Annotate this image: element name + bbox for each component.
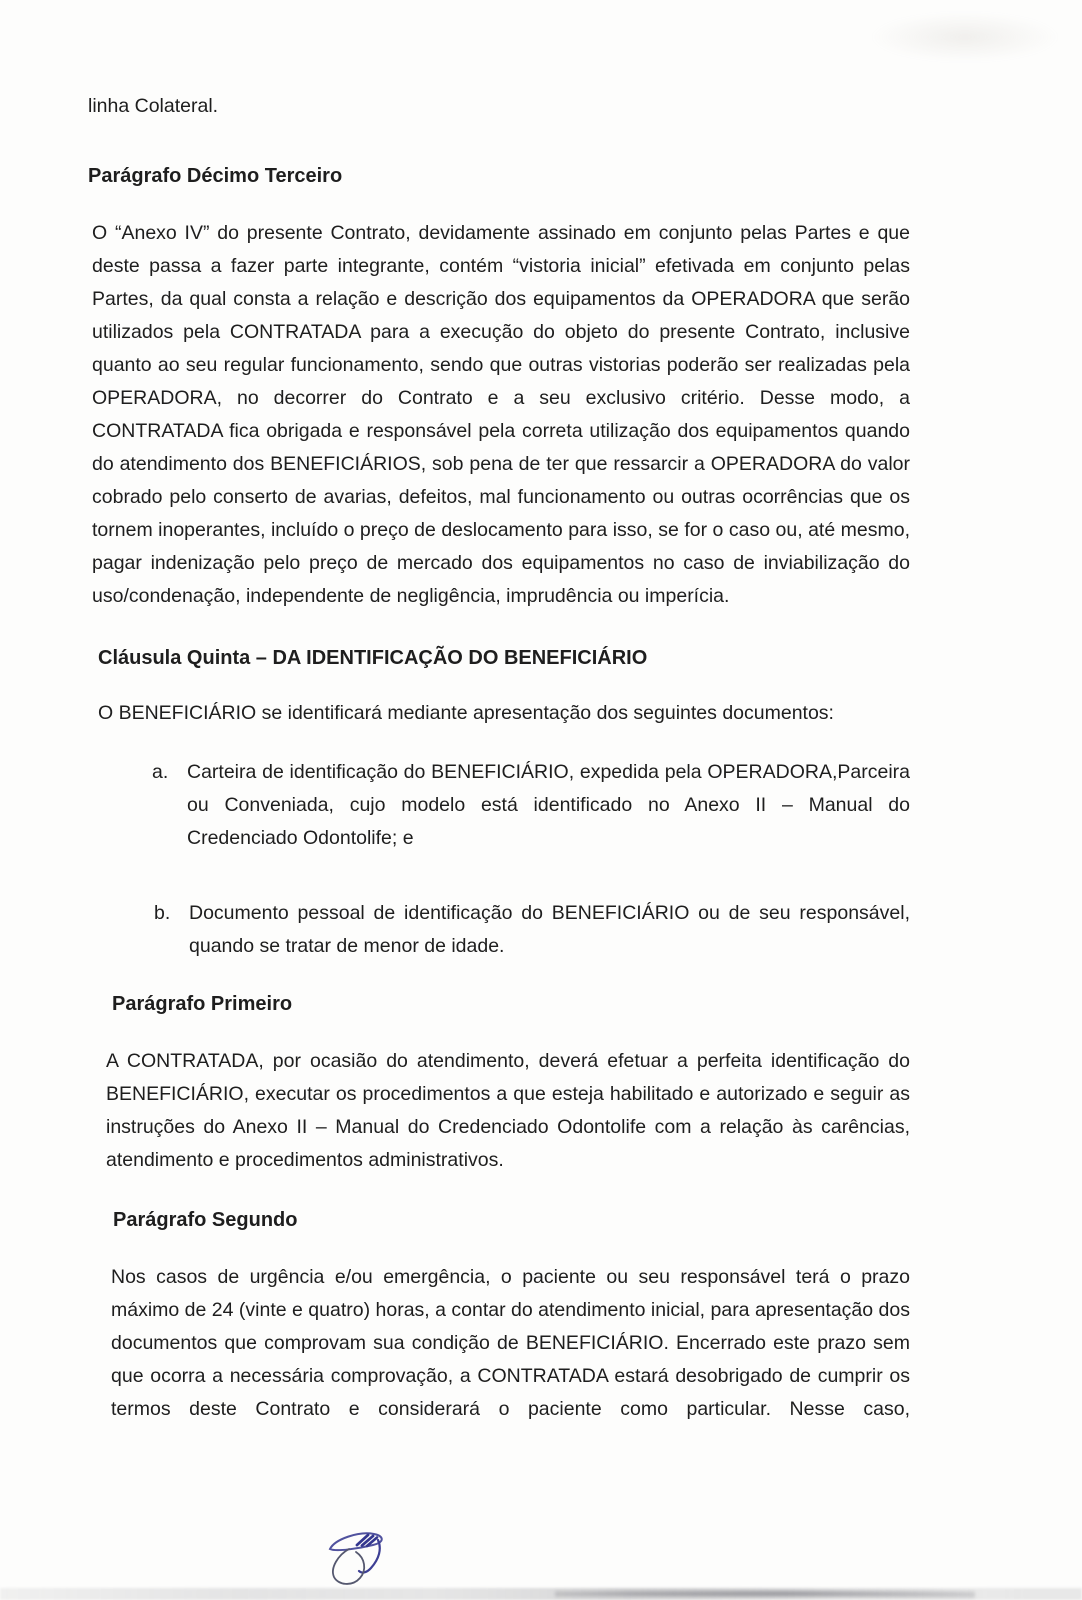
paragraph-primeiro-body: A CONTRATADA, por ocasião do atendimento, deverá efetuar a perfeita identificação do BENEFICIÁRIO, executar os procedimentos a que esteja habilitado e autorizado e seguir as instruções do Anexo II – Manual do Credenciado Odontolife com a relação às carências, atendimento e procedimentos administrativos. xyxy=(106,1050,910,1171)
list-item-a-text: Carteira de identificação do BENEFICIÁRIO, expedida pela OPERADORA,Parceira ou Conveniada, cujo modelo está identificado no Anexo II – Manual do Credenciado Odontolife; e xyxy=(187,761,910,849)
signature-ink-icon xyxy=(321,1524,393,1588)
paragraph-fragment: linha Colateral. xyxy=(88,95,219,117)
document-content xyxy=(88,90,910,1426)
list-marker-b: b. xyxy=(154,902,171,924)
scan-artifact-bottom-smudge xyxy=(555,1589,975,1599)
scan-smudge-top-right xyxy=(870,12,1060,62)
list-item-b xyxy=(154,897,910,963)
list-item-b-text: Documento pessoal de identificação do BENEFICIÁRIO ou de seu responsável, quando se tratar de menor de idade. xyxy=(189,902,910,957)
heading-paragrafo-segundo: Parágrafo Segundo xyxy=(113,1209,298,1231)
heading-clausula-quinta: Cláusula Quinta – DA IDENTIFICAÇÃO DO BENEFICIÁRIO xyxy=(98,647,648,669)
list-marker-a: a. xyxy=(152,761,169,783)
paragraph-segundo-body: Nos casos de urgência e/ou emergência, o paciente ou seu responsável terá o prazo máximo de 24 (vinte e quatro) horas, a contar do atendimento inicial, para apresentação dos documentos que comprovam sua condição de BENEFICIÁRIO. Encerrado este prazo sem que ocorra a necessária comprovação, a CONTRATADA estará desobrigado de cumprir os termos deste Contrato e considerará o paciente como particular. Nesse caso, xyxy=(111,1266,910,1420)
paragraph-clausula-quinta-intro: O BENEFICIÁRIO se identificará mediante apresentação dos seguintes documentos: xyxy=(98,702,834,724)
list-item-a xyxy=(152,756,910,855)
heading-paragrafo-decimo-terceiro: Parágrafo Décimo Terceiro xyxy=(88,165,343,187)
heading-paragrafo-primeiro: Parágrafo Primeiro xyxy=(112,993,293,1015)
paragraph-decimo-terceiro-body: O “Anexo IV” do presente Contrato, devidamente assinado em conjunto pelas Partes e que deste passa a fazer parte integrante, contém “vistoria inicial” efetivada em conjunto pelas Partes, da qual consta a relação e descrição dos equipamentos da OPERADORA que serão utilizados pela CONTRATADA para a execução do objeto do presente Contrato, inclusive quanto ao seu regular funcionamento, sendo que outras vistorias poderão ser realizadas pela OPERADORA, no decorrer do Contrato e a seu exclusivo critério. Desse modo, a CONTRATADA fica obrigada e responsável pela correta utilização dos equipamentos quando do atendimento dos BENEFICIÁRIOS, sob pena de ter que ressarcir a OPERADORA do valor cobrado pelo conserto de avarias, defeitos, mal funcionamento ou outras ocorrências que os tornem inoperantes, incluído o preço de deslocamento para isso, se for o caso ou, até mesmo, pagar indenização pelo preço de mercado dos equipamentos no caso de inviabilização do uso/condenação, independente de negligência, imprudência ou imperícia. xyxy=(92,222,910,607)
